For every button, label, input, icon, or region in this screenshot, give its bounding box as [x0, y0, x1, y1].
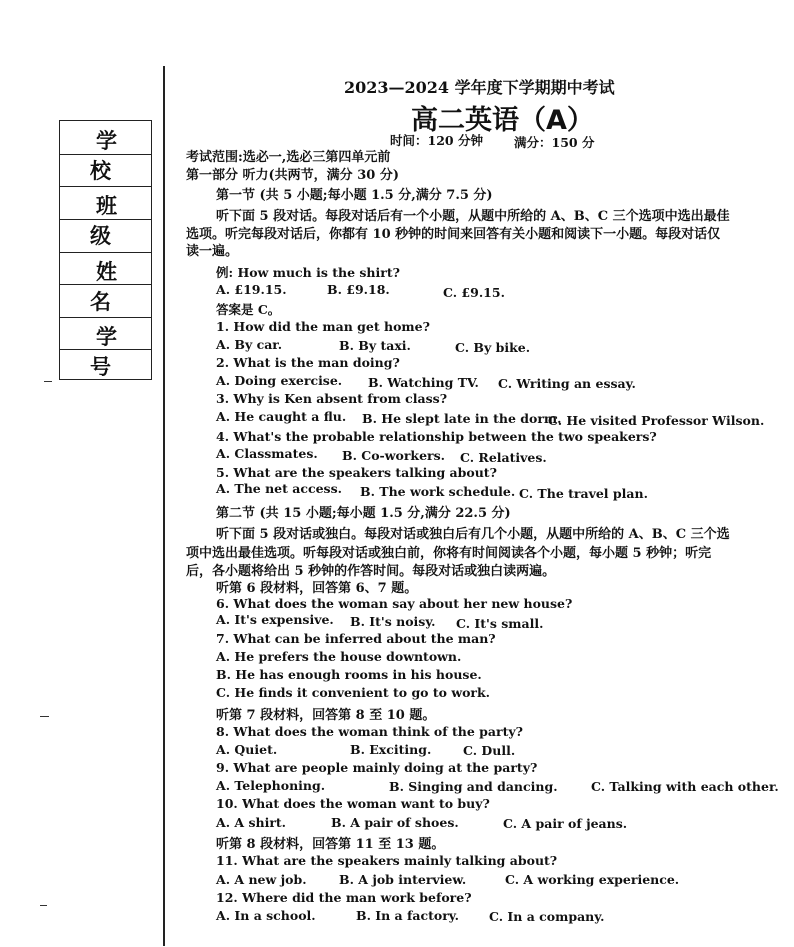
- binding-line: [163, 66, 165, 946]
- question: 7. What can be inferred about the man?: [216, 631, 496, 646]
- cut-mark: [40, 716, 49, 717]
- option-a: A. Telephoning.: [216, 778, 326, 793]
- option-b: B. By taxi.: [339, 338, 411, 353]
- option-b: B. Exciting.: [350, 742, 432, 757]
- question: 5. What are the speakers talking about?: [216, 465, 497, 480]
- option-a: A. £19.15.: [216, 282, 287, 297]
- option-c: C. A working experience.: [505, 872, 680, 887]
- option-a: A. Quiet.: [216, 742, 278, 757]
- option-b: B. Watching TV.: [368, 375, 479, 390]
- question: 12. Where did the man work before?: [216, 890, 472, 905]
- student-id-label: 学 号: [90, 325, 129, 379]
- option-a: A. He prefers the house downtown.: [216, 649, 462, 664]
- question: 6. What does the woman say about her new house?: [216, 596, 573, 611]
- option-a: A. The net access.: [216, 481, 342, 496]
- question: 11. What are the speakers mainly talking about?: [216, 853, 558, 868]
- option-a: A. A shirt.: [216, 815, 287, 830]
- example-answer: 答案是 C。: [216, 302, 281, 317]
- instruction-line: 听下面 5 段对话或独白。每段对话或独白后有几个小题，从题中所给的 A、B、C 三个选: [216, 527, 730, 542]
- material-heading: 听第 7 段材料，回答第 8 至 10 题。: [216, 708, 436, 723]
- instruction-line: 项中选出最佳选项。听每段对话或独白前，你将有时间阅读各个小题，每小题 5 秒钟；听完: [186, 546, 712, 561]
- question: 3. Why is Ken absent from class?: [216, 391, 448, 406]
- option-b: B. A job interview.: [339, 872, 467, 887]
- name-label: 姓 名: [90, 260, 129, 314]
- exam-scope: 考试范围:选必一,选必三第四单元前: [186, 150, 391, 165]
- option-c: C. In a company.: [489, 909, 605, 924]
- instruction-line: 后，各小题将给出 5 秒钟的作答时间。每段对话或独白读两遍。: [186, 564, 556, 579]
- option-b: B. Singing and dancing.: [389, 779, 558, 794]
- option-a: A. It's expensive.: [216, 612, 334, 627]
- section2-heading: 第二节 (共 15 小题;每小题 1.5 分,满分 22.5 分): [216, 506, 511, 521]
- option-c: C. Talking with each other.: [591, 779, 779, 794]
- cut-mark: [44, 381, 52, 382]
- option-c: C. £9.15.: [443, 285, 505, 300]
- option-b: B. In a factory.: [356, 908, 459, 923]
- option-c: C. He finds it convenient to go to work.: [216, 685, 491, 700]
- option-b: B. Co-workers.: [342, 448, 446, 463]
- option-a: A. Doing exercise.: [216, 373, 343, 388]
- student-info-box: [59, 120, 152, 380]
- option-c: C. The travel plan.: [519, 486, 648, 501]
- question: 2. What is the man doing?: [216, 355, 400, 370]
- option-b: B. It's noisy.: [350, 614, 436, 629]
- instruction-line: 读一遍。: [186, 244, 239, 259]
- option-a: A. He caught a flu.: [216, 409, 347, 424]
- option-c: C. Dull.: [463, 743, 516, 758]
- option-c: C. Writing an essay.: [498, 376, 636, 391]
- question: 10. What does the woman want to buy?: [216, 796, 490, 811]
- question: 4. What's the probable relationship between the two speakers?: [216, 429, 657, 444]
- school-label: 学 校: [90, 129, 129, 183]
- question: 9. What are people mainly doing at the party?: [216, 760, 538, 775]
- option-c: C. It's small.: [456, 616, 544, 631]
- option-c: C. Relatives.: [460, 450, 547, 465]
- subject-title: 高二英语（A）: [411, 105, 594, 136]
- instruction-line: 选项。听完每段对话后，你都有 10 秒钟的时间来回答有关小题和阅读下一小题。每段对话仅: [186, 227, 721, 242]
- material-heading: 听第 6 段材料，回答第 6、7 题。: [216, 581, 418, 596]
- material-heading: 听第 8 段材料，回答第 11 至 13 题。: [216, 837, 445, 852]
- option-a: A. Classmates.: [216, 446, 318, 461]
- option-c: C. By bike.: [455, 340, 531, 355]
- exam-title: 2023—2024 学年度下学期期中考试: [344, 78, 615, 97]
- option-c: C. A pair of jeans.: [503, 816, 628, 831]
- class-label: 班 级: [90, 194, 129, 248]
- option-b: B. A pair of shoes.: [331, 815, 459, 830]
- option-b: B. He has enough rooms in his house.: [216, 667, 482, 682]
- cut-mark: [40, 905, 47, 906]
- option-a: A. In a school.: [216, 908, 316, 923]
- example-question: 例: How much is the shirt?: [216, 265, 400, 280]
- part1-heading: 第一部分 听力(共两节，满分 30 分): [186, 168, 399, 183]
- full-score: 满分：150 分: [514, 135, 595, 150]
- exam-time: 时间：120 分钟: [390, 133, 483, 148]
- section1-heading: 第一节 (共 5 小题;每小题 1.5 分,满分 7.5 分): [216, 188, 493, 203]
- option-b: B. £9.18.: [327, 282, 390, 297]
- question: 1. How did the man get home?: [216, 319, 430, 334]
- option-b: B. He slept late in the dorm.: [362, 411, 562, 426]
- instruction-line: 听下面 5 段对话。每段对话后有一个小题，从题中所给的 A、B、C 三个选项中选出最佳: [216, 209, 730, 224]
- option-a: A. A new job.: [216, 872, 307, 887]
- question: 8. What does the woman think of the party?: [216, 724, 523, 739]
- option-b: B. The work schedule.: [360, 484, 516, 499]
- option-a: A. By car.: [216, 337, 283, 352]
- option-c: C. He visited Professor Wilson.: [548, 413, 765, 428]
